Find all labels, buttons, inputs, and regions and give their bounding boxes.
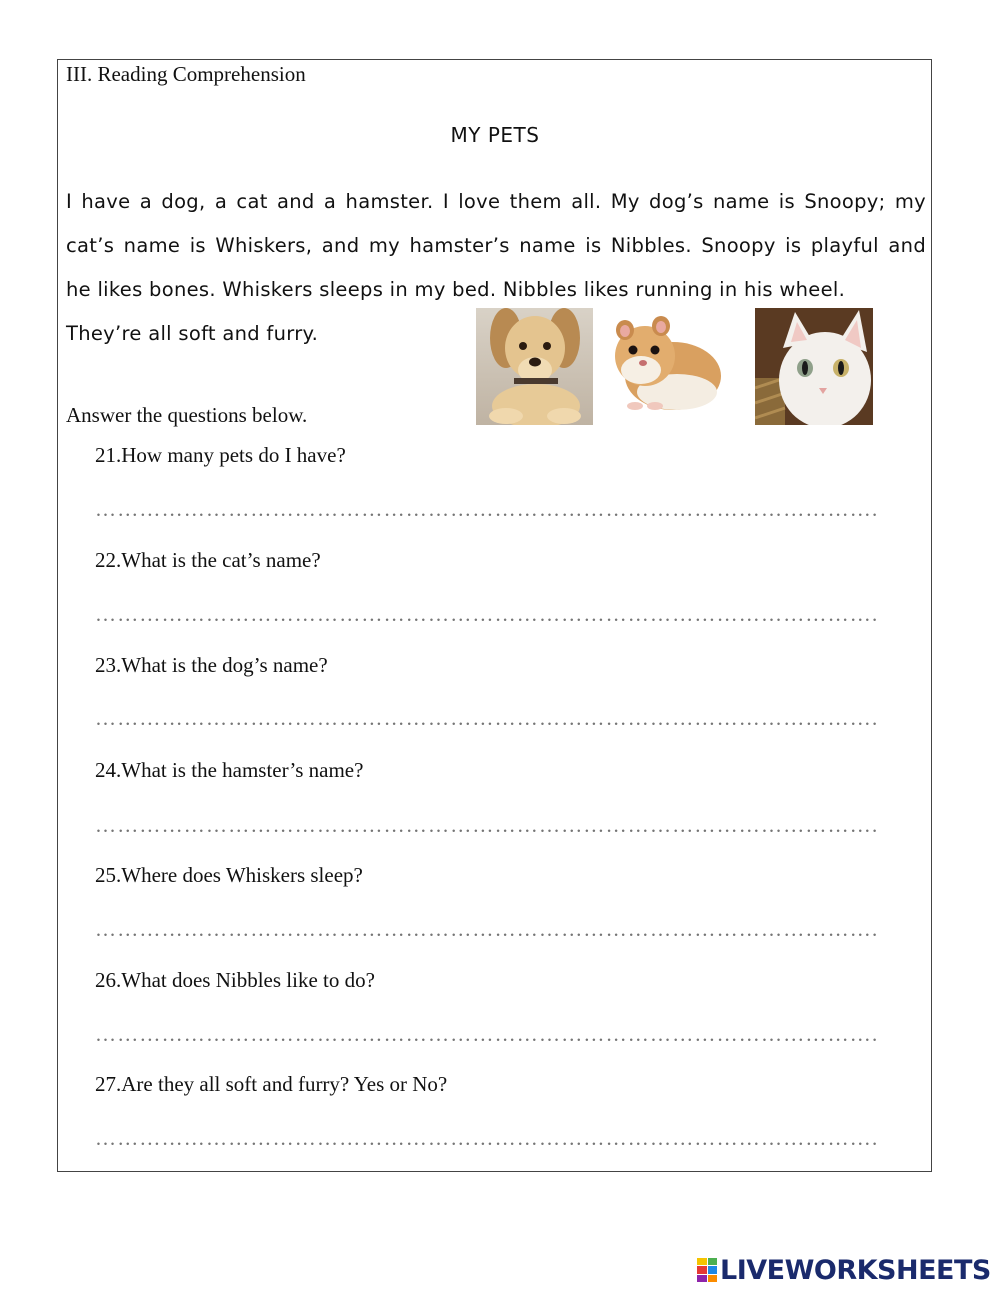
logo-text: LIVEWORKSHEETS	[720, 1254, 991, 1286]
logo-block	[708, 1266, 718, 1273]
question-24: 24.What is the hamster’s name?	[95, 758, 364, 782]
question-21: 21.How many pets do I have?	[95, 443, 346, 467]
dog-photo	[476, 308, 593, 425]
question-26: 26.What does Nibbles like to do?	[95, 968, 375, 992]
question-23: 23.What is the dog’s name?	[95, 653, 328, 677]
liveworksheets-logo	[697, 1255, 991, 1285]
section-heading: III. Reading Comprehension	[66, 62, 306, 86]
logo-block	[697, 1258, 707, 1265]
story-line: They’re all soft and furry.	[66, 322, 319, 345]
answer-field-26[interactable]	[95, 1022, 901, 1047]
answer-field-21[interactable]	[95, 497, 901, 522]
logo-block	[708, 1258, 718, 1265]
question-22: 22.What is the cat’s name?	[95, 548, 321, 572]
logo-block	[708, 1275, 718, 1282]
hamster-photo	[605, 308, 723, 418]
question-25: 25.Where does Whiskers sleep?	[95, 863, 363, 887]
logo-block	[697, 1275, 707, 1282]
question-27: 27.Are they all soft and furry? Yes or No?	[95, 1072, 448, 1096]
answer-field-23[interactable]	[95, 706, 901, 731]
answer-field-22[interactable]	[95, 602, 901, 627]
instructions: Answer the questions below.	[66, 403, 308, 427]
logo-blocks-icon	[697, 1258, 717, 1282]
story-line: I have a dog, a cat and a hamster. I love them all. My dog’s name is Snoopy; my	[66, 190, 926, 213]
story-line: cat’s name is Whiskers, and my hamster’s name is Nibbles. Snoopy is playful and	[66, 234, 926, 257]
logo-block	[697, 1266, 707, 1273]
cat-photo	[755, 308, 873, 425]
story-title: MY PETS	[450, 123, 540, 147]
answer-field-27[interactable]	[95, 1126, 901, 1151]
answer-field-25[interactable]	[95, 917, 901, 942]
answer-field-24[interactable]	[95, 813, 901, 838]
story-line: he likes bones. Whiskers sleeps in my bed. Nibbles likes running in his wheel.	[66, 278, 846, 301]
